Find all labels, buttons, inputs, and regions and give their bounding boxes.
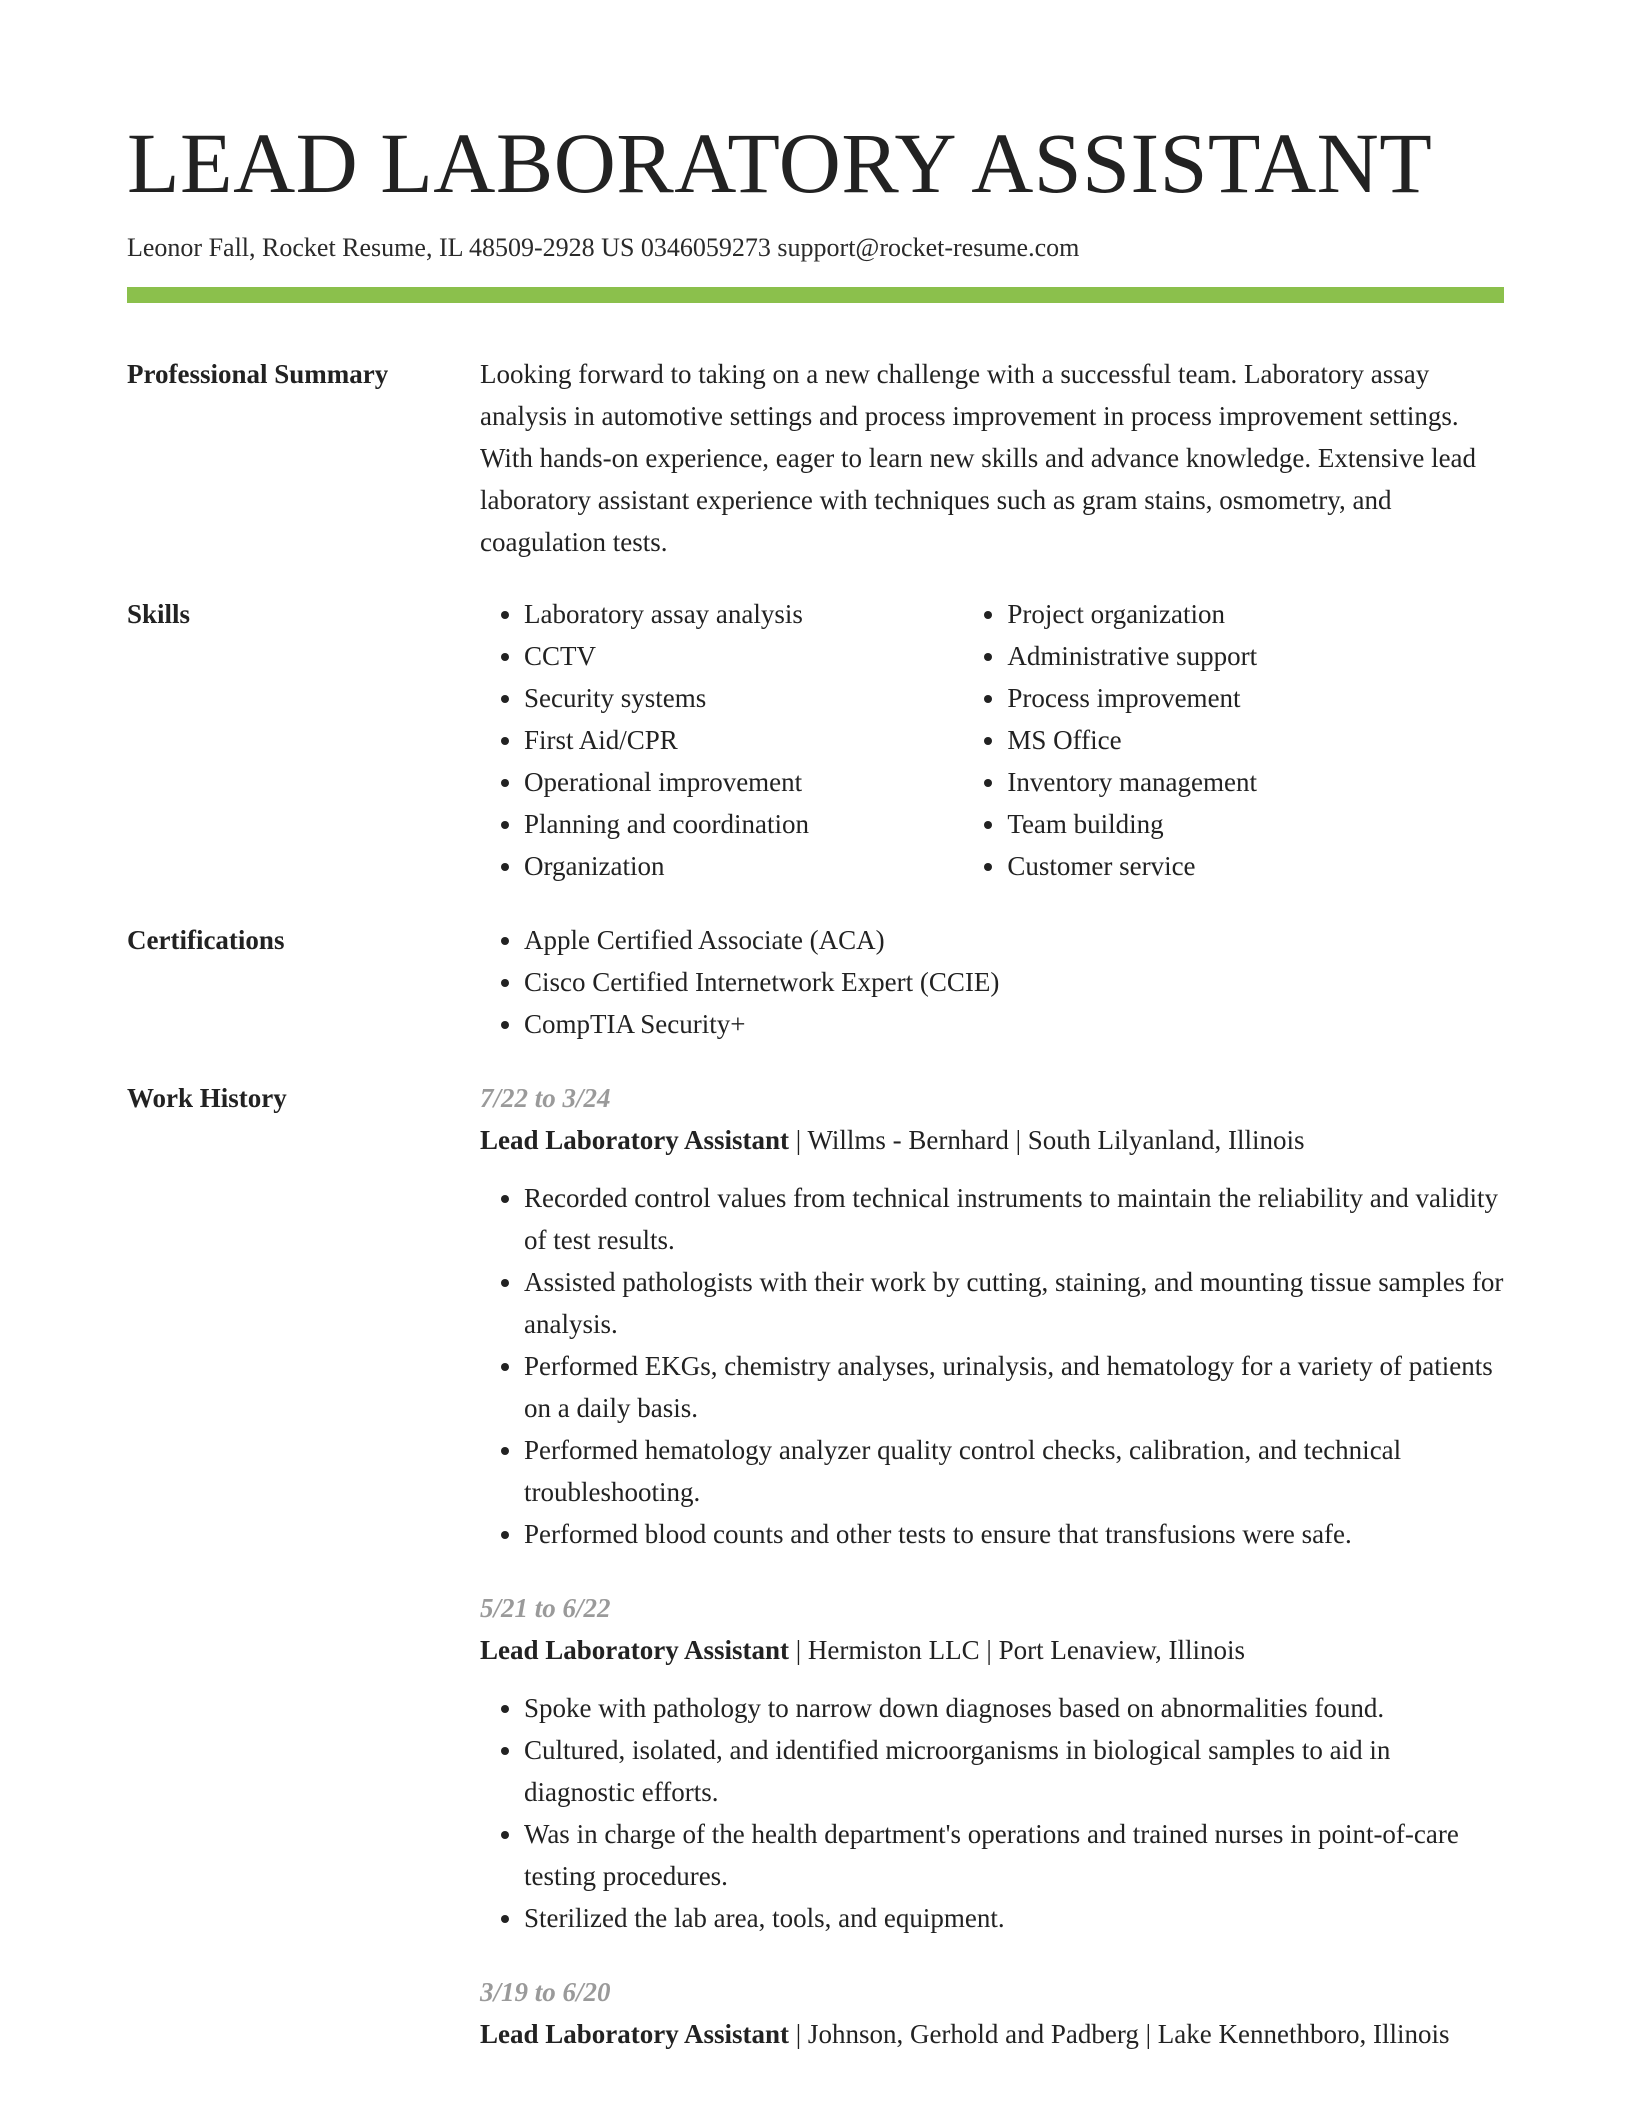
section-heading-work-history: Work History <box>127 1083 287 1114</box>
skill-item: • Inventory management <box>1007 761 1504 803</box>
job-dates: 5/21 to 6/22 <box>480 1593 611 1624</box>
contact-name: Leonor Fall, <box>127 233 256 262</box>
skill-item: • MS Office <box>1007 719 1504 761</box>
job-heading <box>480 2013 1504 2055</box>
job-title: Lead Laboratory Assistant <box>480 1125 790 1156</box>
contact-phone: 0346059273 <box>640 233 771 262</box>
skill-item: • Planning and coordination <box>524 803 963 845</box>
skill-item: • Security systems <box>524 677 963 719</box>
summary-section <box>127 353 1504 563</box>
skill-item: • Administrative support <box>1007 635 1504 677</box>
skills-list-left <box>480 593 963 887</box>
skill-item: • Laboratory assay analysis <box>524 593 963 635</box>
accent-divider <box>127 287 1504 303</box>
job-title: Lead Laboratory Assistant <box>480 2019 790 2050</box>
skill-item: • First Aid/CPR <box>524 719 963 761</box>
job-bullet: • Sterilized the lab area, tools, and equipment. <box>524 1897 1504 1939</box>
skill-item: • CCTV <box>524 635 963 677</box>
skills-section <box>127 593 1504 887</box>
section-heading-skills: Skills <box>127 599 191 630</box>
skill-item: • Process improvement <box>1007 677 1504 719</box>
contact-email: support@rocket-resume.com <box>777 233 1080 262</box>
job-heading <box>480 1119 1504 1161</box>
job-dates: 3/19 to 6/20 <box>480 1977 611 2008</box>
skill-item: • Project organization <box>1007 593 1504 635</box>
skills-list-right <box>963 593 1504 887</box>
job-entry <box>480 1587 1504 1939</box>
job-bullet: • Assisted pathologists with their work by cutting, staining, and mounting tissue samples for analysis. <box>524 1261 1504 1345</box>
job-bullet: • Performed hematology analyzer quality control checks, calibration, and technical troubleshooting. <box>524 1429 1504 1513</box>
contact-line <box>127 232 1504 263</box>
job-employer-location: | Willms - Bernhard | South Lilyanland, Illinois <box>789 1125 1305 1156</box>
resume-page <box>127 0 1504 2087</box>
skill-item: • Team building <box>1007 803 1504 845</box>
job-entry <box>480 1971 1504 2055</box>
summary-text: Looking forward to taking on a new challenge with a successful team. Laboratory assay analysis in automotive settings and process improvement in process improvement settings. With hands-on experience, eager to learn new skills and advance knowledge. Extensive lead laboratory assistant experience with techniques such as gram stains, osmometry, and coagulation tests. <box>480 359 1477 558</box>
work-history-section <box>127 1077 1504 2087</box>
job-bullet: • Performed EKGs, chemistry analyses, urinalysis, and hematology for a variety of patients on a daily basis. <box>524 1345 1504 1429</box>
resume-title: LEAD LABORATORY ASSISTANT <box>127 115 1433 211</box>
section-heading-certifications: Certifications <box>127 925 285 956</box>
certification-item: • Apple Certified Associate (ACA) <box>524 919 1504 961</box>
job-bullet: • Was in charge of the health department's operations and trained nurses in point-of-care testing procedures. <box>524 1813 1504 1897</box>
job-bullet: • Cultured, isolated, and identified microorganisms in biological samples to aid in diagnostic efforts. <box>524 1729 1504 1813</box>
job-dates: 7/22 to 3/24 <box>480 1083 611 1114</box>
skill-item: • Customer service <box>1007 845 1504 887</box>
certification-item: • CompTIA Security+ <box>524 1003 1504 1045</box>
job-bullet: • Recorded control values from technical instruments to maintain the reliability and validity of test results. <box>524 1177 1504 1261</box>
job-employer-location: | Johnson, Gerhold and Padberg | Lake Kennethboro, Illinois <box>789 2019 1450 2050</box>
job-employer-location: | Hermiston LLC | Port Lenaview, Illinois <box>789 1635 1246 1666</box>
job-bullets <box>480 1687 1504 1939</box>
job-entry <box>480 1077 1504 1555</box>
job-heading <box>480 1629 1504 1671</box>
job-title: Lead Laboratory Assistant <box>480 1635 790 1666</box>
section-heading-summary: Professional Summary <box>127 359 389 390</box>
skill-item: • Organization <box>524 845 963 887</box>
job-bullet: • Performed blood counts and other tests to ensure that transfusions were safe. <box>524 1513 1504 1555</box>
skill-item: • Operational improvement <box>524 761 963 803</box>
certification-item: • Cisco Certified Internetwork Expert (CCIE) <box>524 961 1504 1003</box>
job-bullet: • Spoke with pathology to narrow down diagnoses based on abnormalities found. <box>524 1687 1504 1729</box>
job-bullets <box>480 1177 1504 1555</box>
certifications-list <box>480 919 1504 1045</box>
certifications-section <box>127 919 1504 1045</box>
contact-address: Rocket Resume, IL 48509-2928 US <box>262 233 635 262</box>
